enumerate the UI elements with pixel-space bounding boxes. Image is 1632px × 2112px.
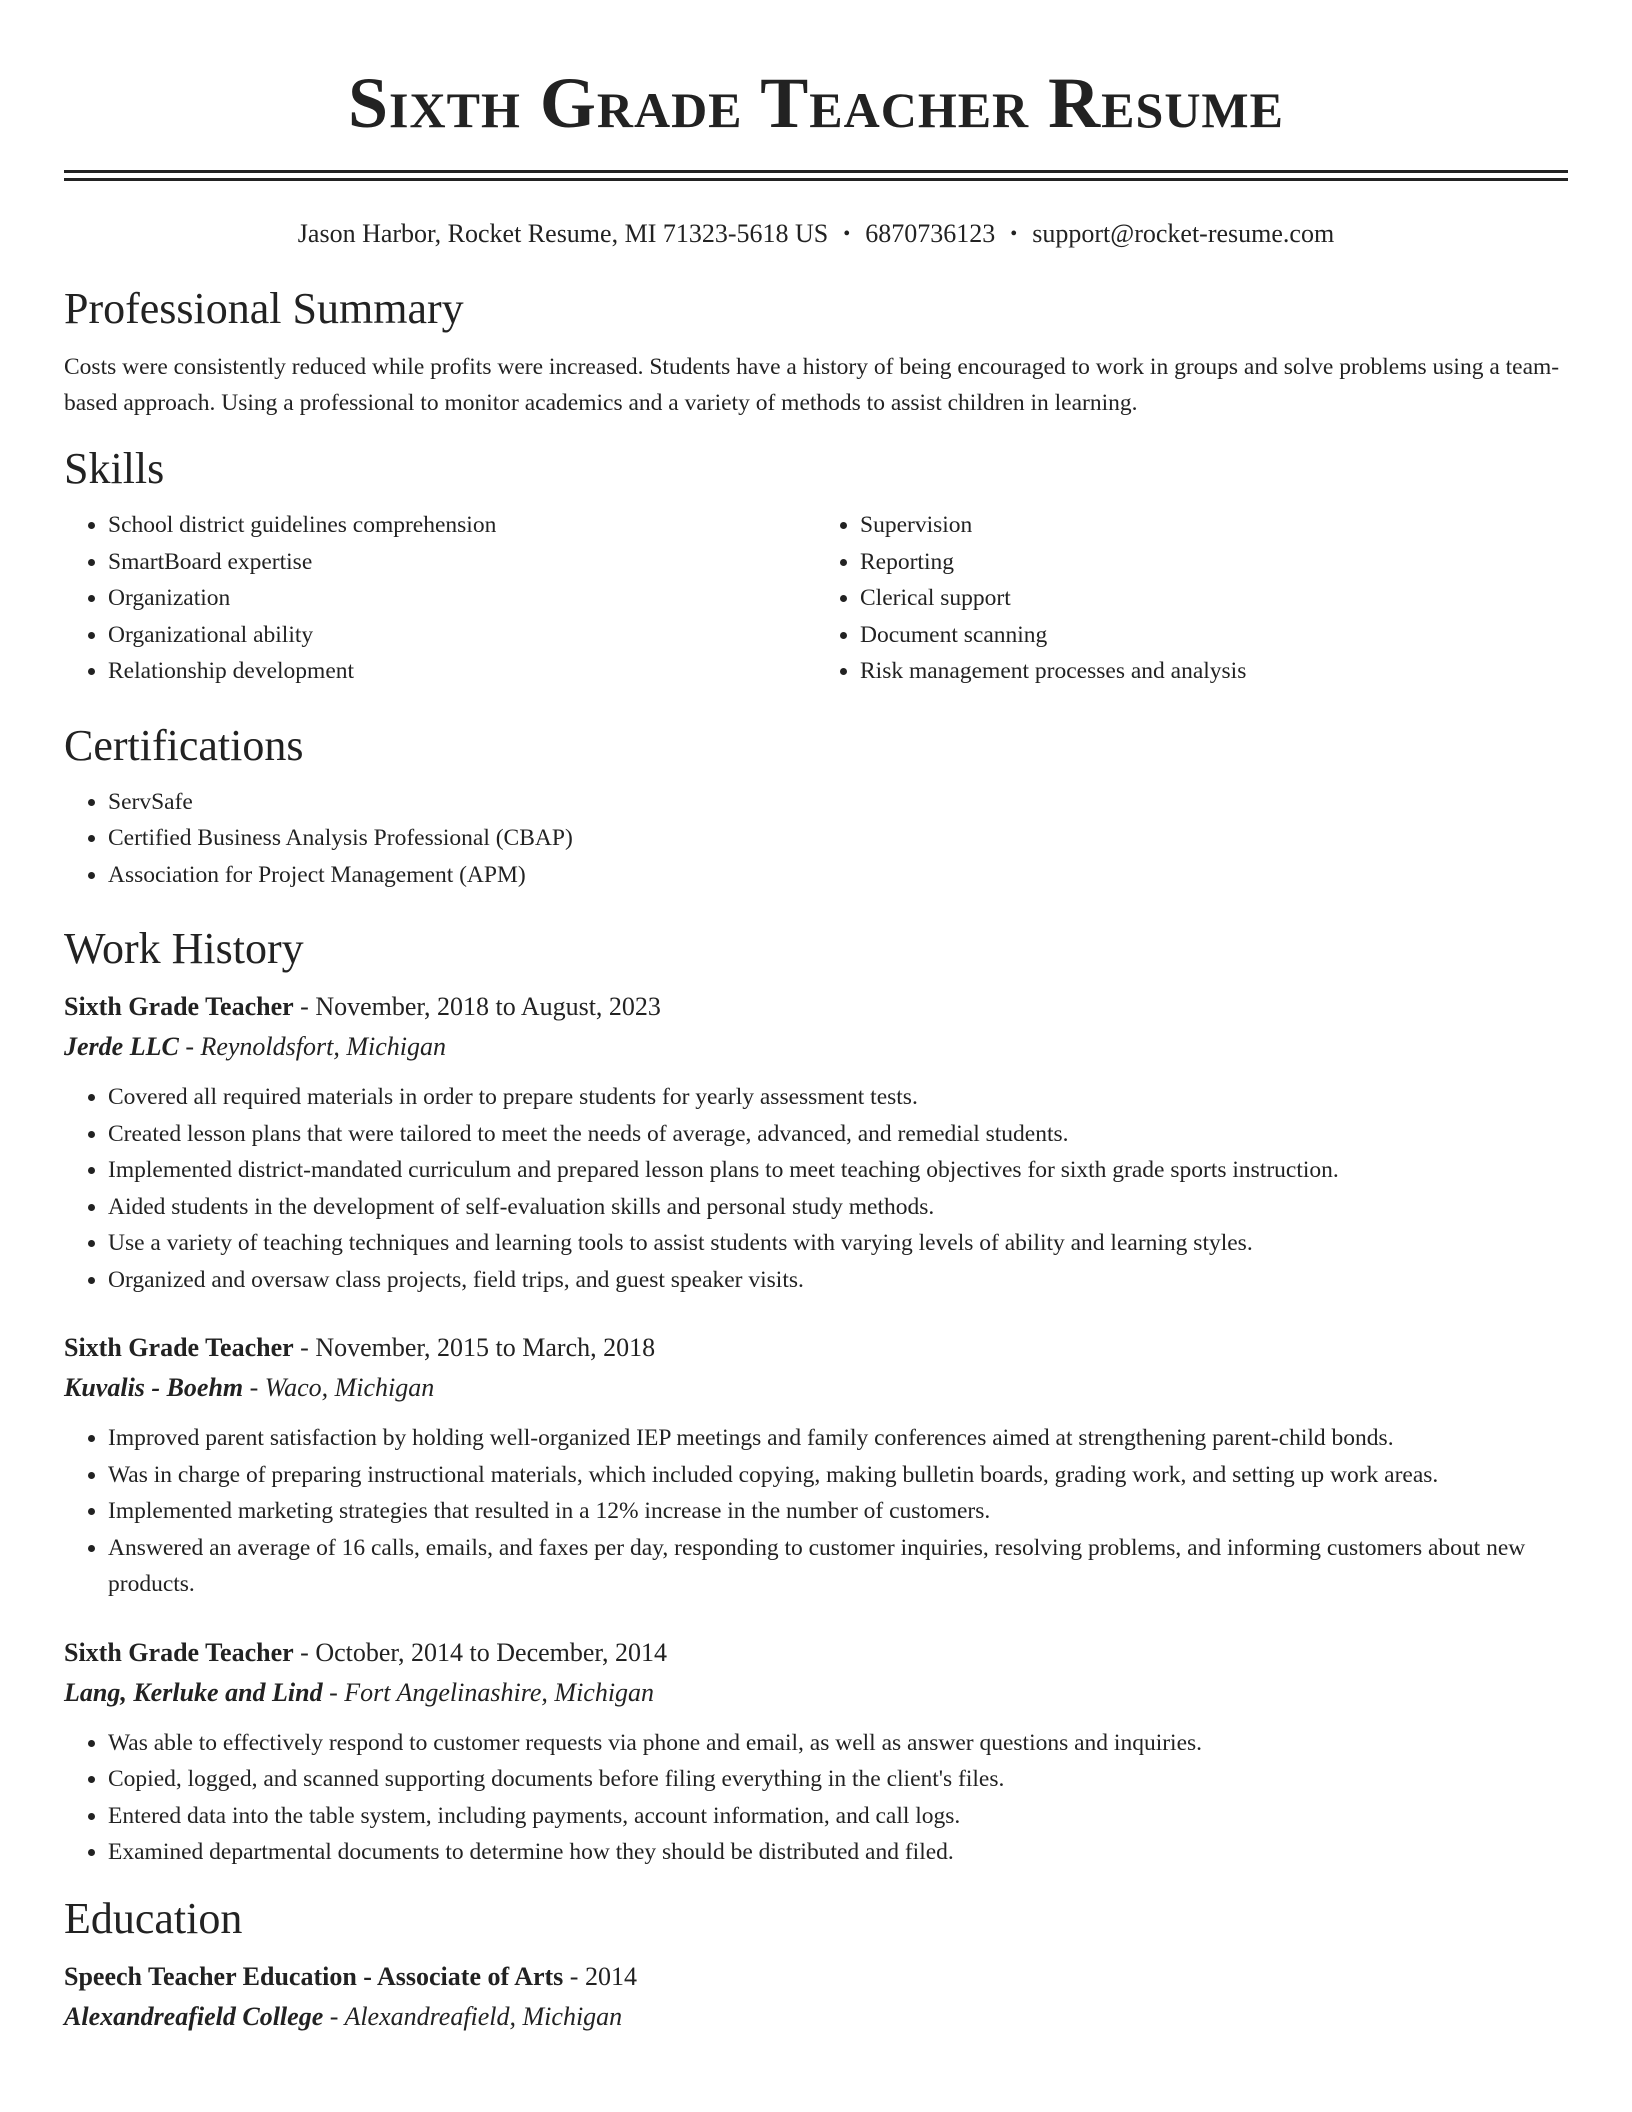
job-duty: • Aided students in the development of self-evaluation skills and personal study methods.	[108, 1189, 1568, 1226]
education-heading: Education	[64, 1893, 243, 1943]
skill-item: • Relationship development	[108, 653, 816, 690]
title-divider	[64, 170, 1568, 181]
job-entry	[64, 1633, 1568, 1871]
job-dates: - November, 2015 to March, 2018	[293, 1333, 656, 1362]
company-location: - Waco, Michigan	[243, 1373, 435, 1402]
resume-title: Sixth Grade Teacher Resume	[348, 63, 1284, 143]
job-duties-list	[64, 1079, 1568, 1298]
summary-heading: Professional Summary	[64, 284, 464, 333]
company-location: - Reynoldsfort, Michigan	[178, 1032, 446, 1061]
certification-item: • Association for Project Management (APM)	[108, 857, 1568, 894]
company-line	[64, 1027, 1568, 1067]
skill-item: • Supervision	[860, 507, 1568, 544]
certifications-list	[64, 784, 1568, 894]
job-duty: • Was able to effectively respond to customer requests via phone and email, as well as answer questions and inquiries.	[108, 1725, 1568, 1762]
skills-columns	[64, 507, 1568, 690]
school-line	[64, 1997, 1568, 2037]
company-location: - Fort Angelinashire, Michigan	[322, 1677, 655, 1707]
degree-year: - 2014	[563, 1961, 637, 1991]
job-duty: • Was in charge of preparing instructional materials, which included copying, making bulletin boards, grading work, and setting up work areas.	[108, 1457, 1568, 1494]
job-title-line	[64, 1633, 1568, 1673]
skill-item: • Organization	[108, 580, 816, 617]
contact-separator: •	[1010, 223, 1018, 245]
skill-item: • Organizational ability	[108, 617, 816, 654]
skill-item: • SmartBoard expertise	[108, 544, 816, 581]
certification-item: • Certified Business Analysis Professional (CBAP)	[108, 820, 1568, 857]
job-duty: • Implemented district-mandated curriculum and prepared lesson plans to meet teaching objectives for sixth grade sports instruction.	[108, 1152, 1568, 1189]
job-duty: • Use a variety of teaching techniques and learning tools to assist students with varying levels of ability and learning styles.	[108, 1225, 1568, 1262]
summary-text: Costs were consistently reduced while profits were increased. Students have a history of being encouraged to work in groups and solve problems using a team-based approach. Using a professional to monitor academics and a variety of methods to assist children in learning.	[64, 354, 1560, 416]
company-name: Jerde LLC	[64, 1032, 179, 1061]
company-line	[64, 1368, 1568, 1408]
company-line	[64, 1673, 1568, 1713]
skill-item: • Document scanning	[860, 617, 1568, 654]
contact-separator: •	[843, 223, 851, 245]
job-duty: • Covered all required materials in order to prepare students for yearly assessment tests.	[108, 1079, 1568, 1116]
job-duty: • Entered data into the table system, including payments, account information, and call logs.	[108, 1798, 1568, 1835]
job-duty: • Created lesson plans that were tailored to meet the needs of average, advanced, and remedial students.	[108, 1116, 1568, 1153]
job-title-line	[64, 1328, 1568, 1368]
skill-item: • Reporting	[860, 544, 1568, 581]
job-entry	[64, 1328, 1568, 1603]
contact-phone: 6870736123	[865, 219, 996, 248]
job-duties-list	[64, 1420, 1568, 1603]
job-title-line	[64, 987, 1568, 1027]
job-dates: - October, 2014 to December, 2014	[293, 1637, 668, 1667]
skills-heading: Skills	[64, 444, 165, 493]
certifications-heading: Certifications	[64, 720, 304, 770]
contact-address: Jason Harbor, Rocket Resume, MI 71323-5618 US	[297, 219, 829, 248]
skills-list-right	[816, 507, 1568, 690]
job-duty: • Copied, logged, and scanned supporting documents before filing everything in the client's files.	[108, 1761, 1568, 1798]
skills-list-left	[64, 507, 816, 690]
company-name: Lang, Kerluke and Lind	[64, 1677, 323, 1707]
contact-line	[64, 217, 1568, 251]
skill-item: • Clerical support	[860, 580, 1568, 617]
contact-email: support@rocket-resume.com	[1032, 219, 1335, 248]
degree-line	[64, 1957, 1568, 1997]
school-name: Alexandreafield College	[64, 2001, 324, 2031]
certification-item: • ServSafe	[108, 784, 1568, 821]
job-duty: • Implemented marketing strategies that resulted in a 12% increase in the number of customers.	[108, 1493, 1568, 1530]
job-dates: - November, 2018 to August, 2023	[293, 992, 661, 1021]
job-duty: • Examined departmental documents to determine how they should be distributed and filed.	[108, 1834, 1568, 1871]
skill-item: • Risk management processes and analysis	[860, 653, 1568, 690]
degree-name: Speech Teacher Education - Associate of Arts	[64, 1961, 564, 1991]
job-duty: • Improved parent satisfaction by holding well-organized IEP meetings and family conferences aimed at strengthening parent-child bonds.	[108, 1420, 1568, 1457]
job-entry	[64, 987, 1568, 1298]
job-duty: • Answered an average of 16 calls, emails, and faxes per day, responding to customer inquiries, resolving problems, and informing customers about new products.	[108, 1530, 1568, 1603]
work-history-heading: Work History	[64, 924, 304, 973]
job-title: Sixth Grade Teacher	[64, 1637, 294, 1667]
skill-item: • School district guidelines comprehension	[108, 507, 816, 544]
job-title: Sixth Grade Teacher	[64, 1333, 294, 1362]
job-title: Sixth Grade Teacher	[64, 992, 294, 1021]
job-duties-list	[64, 1725, 1568, 1871]
job-duty: • Organized and oversaw class projects, field trips, and guest speaker visits.	[108, 1262, 1568, 1299]
school-location: - Alexandreafield, Michigan	[323, 2001, 623, 2031]
company-name: Kuvalis - Boehm	[64, 1373, 244, 1402]
education-entry	[64, 1957, 1568, 2037]
